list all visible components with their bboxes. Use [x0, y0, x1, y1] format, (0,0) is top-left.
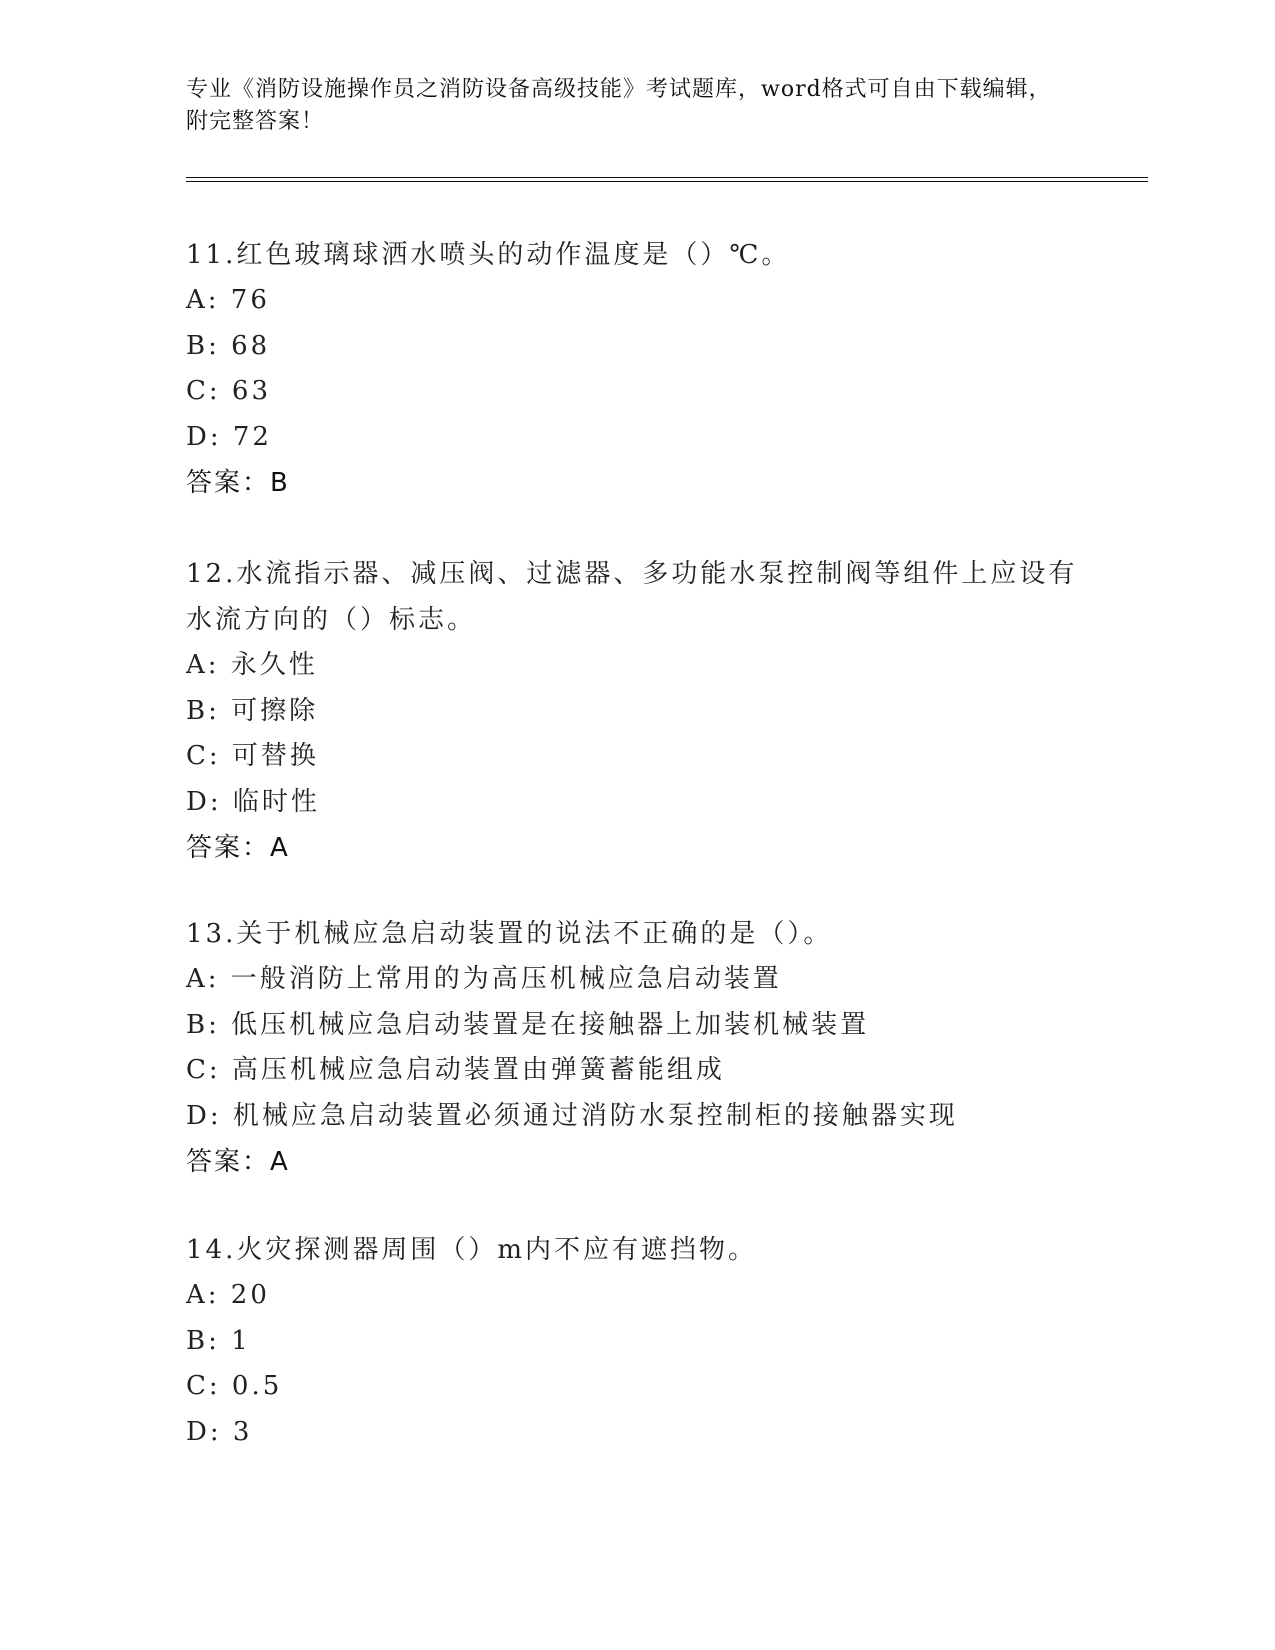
- option-d: D: 3: [186, 1416, 253, 1447]
- option-c: C: 高压机械应急启动装置由弹簧蓄能组成: [186, 1055, 725, 1085]
- question-12: [186, 551, 1086, 871]
- option-a: A: 76: [186, 285, 270, 315]
- answer-line: 答案：A: [186, 833, 290, 863]
- question-13: [186, 911, 1086, 1185]
- option-d: D: 72: [186, 421, 272, 452]
- answer-line: 答案：A: [186, 1147, 290, 1177]
- question-stem: 13.关于机械应急启动装置的说法不正确的是（）。: [186, 919, 833, 949]
- document-header: 专业《消防设施操作员之消防设备高级技能》考试题库，word格式可自由下载编辑，附完整答案！: [186, 77, 1052, 134]
- question-stem: 11.红色玻璃球洒水喷头的动作温度是（）℃。: [186, 240, 791, 270]
- header-divider-bottom: [186, 181, 1148, 182]
- question-11: [186, 232, 1086, 506]
- option-a: A: 20: [186, 1280, 270, 1310]
- option-c: C: 0.5: [186, 1371, 283, 1401]
- option-d: D: 机械应急启动装置必须通过消防水泵控制柜的接触器实现: [186, 1100, 958, 1131]
- question-stem: 14.火灾探测器周围（）m内不应有遮挡物。: [186, 1235, 758, 1265]
- option-a: A: 一般消防上常用的为高压机械应急启动装置: [186, 964, 782, 994]
- option-b: B: 68: [186, 330, 271, 361]
- option-c: C: 可替换: [186, 741, 319, 771]
- option-c: C: 63: [186, 376, 272, 406]
- option-a: A: 永久性: [186, 650, 318, 680]
- header-divider-top: [186, 177, 1148, 178]
- answer-line: 答案：B: [186, 468, 290, 498]
- question-stem: 12.水流指示器、减压阀、过滤器、多功能水泵控制阀等组件上应设有水流方向的（）标志。: [186, 559, 1078, 635]
- option-b: B: 可擦除: [186, 695, 319, 726]
- option-b: B: 1: [186, 1325, 251, 1356]
- question-14: [186, 1227, 1086, 1455]
- option-b: B: 低压机械应急启动装置是在接触器上加装机械装置: [186, 1009, 870, 1040]
- option-d: D: 临时性: [186, 786, 320, 817]
